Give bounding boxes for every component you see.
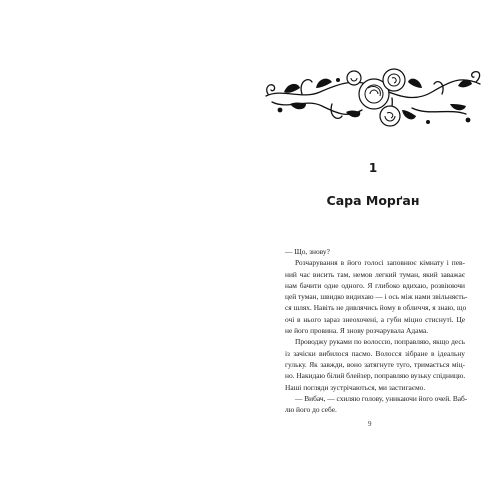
text-line: цей туман, швидко видихаю — і ось між нами звільняєть- [285, 292, 468, 302]
text-line: Розчарування в його голосі заповнює кімнату і пев- [295, 258, 465, 268]
rose-vine-ornament-icon [262, 58, 484, 146]
text-line: гульку. Як завжди, воно затягнуте туго, тримається міц- [285, 359, 465, 369]
text-line: не його провина. Я знову розчарувала Адама. [285, 326, 429, 336]
text-line: очі в нього зараз знеохочені, а губи міцно стиснуті. Це [285, 314, 465, 324]
text-line: із зачіски вибилося пасмо. Волосся зібране в ідеальну [285, 348, 465, 358]
text-line: Проводжу руками по волоссю, поправляю, якщо десь [295, 337, 465, 347]
chapter-number: 1 [368, 161, 378, 175]
chapter-body-text [285, 246, 468, 415]
text-line: ний час висить там, немов легкий туман, який заважає [285, 269, 465, 279]
page-number: 9 [368, 420, 372, 428]
text-line: нам бачити одне одного. Я глибоко вдихаю, розвіюючи [285, 280, 465, 290]
text-line: но. Накидаю білий блейзер, поправляю вузьку спідницю. [285, 371, 466, 381]
text-line: — Вибач, — схиляю голову, уникаючи його очей. Ваб- [295, 393, 468, 403]
text-line: ся шлях. Навіть не дивлячись йому в обличчя, я знаю, що [285, 303, 467, 313]
text-line: лю його до себе. [285, 405, 337, 415]
chapter-title: Сара Морґан [326, 193, 420, 208]
text-line: Наші погляди зустрічаються, ми застигаємо. [285, 382, 426, 392]
text-line: — Що, знову? [285, 247, 330, 256]
